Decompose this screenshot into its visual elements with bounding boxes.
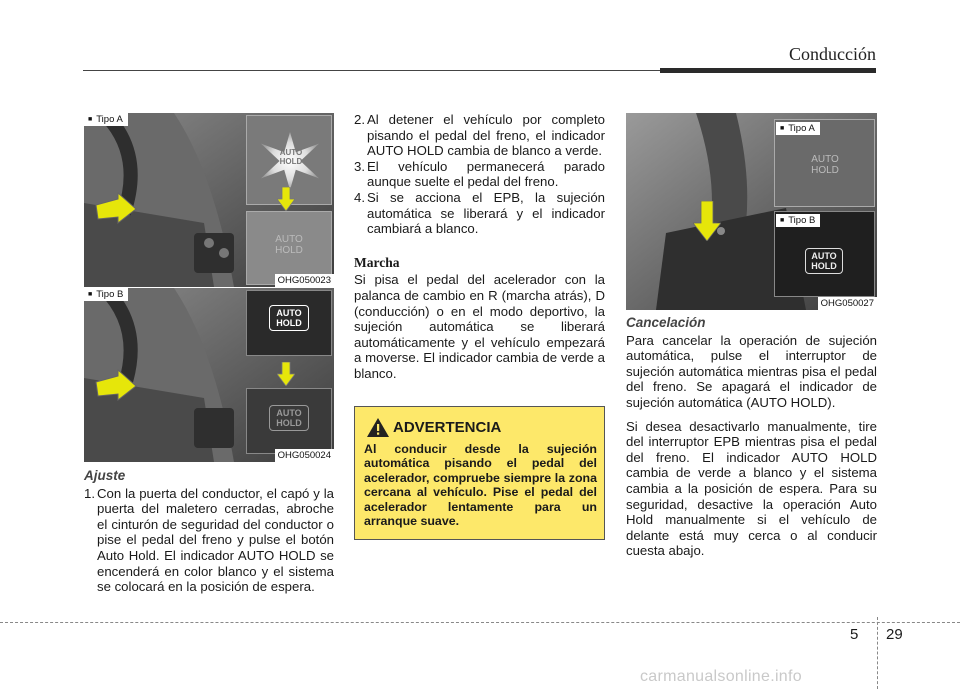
column-2 bbox=[354, 112, 605, 382]
list-text: Si se acciona el EPB, la sujeción automática se liberará y el indicador cambiará a blanco. bbox=[367, 189, 605, 237]
figure-console-photo bbox=[626, 113, 877, 310]
figure-type-a-photo bbox=[84, 113, 334, 287]
auto-hold-badge-off: AUTO HOLD bbox=[269, 405, 309, 431]
paragraph-cancel-1: Para cancelar la operación de sujeción automática, pulse el interruptor de sujeción automática mientras pisa el pedal del freno. Se apagará el indicador de sujeción automática (AUTO HOLD). bbox=[626, 332, 877, 410]
header-rule bbox=[83, 70, 660, 71]
footer-rule bbox=[0, 622, 960, 623]
list-text: El vehículo permanecerá parado aunque suelte el pedal del freno. bbox=[367, 158, 605, 190]
warning-title: ADVERTENCIA bbox=[393, 419, 502, 436]
list-item bbox=[354, 112, 605, 159]
list-text: Al detener el vehículo por completo pisando el pedal del freno, el indicador AUTO HOLD cambia de blanco a verde. bbox=[367, 112, 605, 159]
list-item bbox=[354, 159, 605, 190]
watermark: carmanualsonline.info bbox=[640, 668, 802, 685]
list-item bbox=[354, 190, 605, 237]
auto-hold-badge-off: AUTO HOLD bbox=[811, 154, 839, 176]
column-1 bbox=[84, 468, 334, 595]
list-text: Con la puerta del conductor, el capó y la puerta del maletero cerradas, abroche el cinturón de seguridad del conductor o pise el pedal del freno y pulse el botón Auto Hold. El indicador AUTO HOLD se encenderá en color blanco y el sistema se colocará en la posición de espera. bbox=[97, 485, 334, 595]
list-item bbox=[84, 486, 334, 595]
type-a-tag: ■ Tipo A bbox=[84, 113, 128, 126]
page-number: 29 bbox=[886, 626, 903, 643]
down-arrow-icon bbox=[277, 362, 295, 386]
page-divider bbox=[877, 617, 878, 689]
warning-box bbox=[354, 406, 605, 540]
down-arrow-icon bbox=[693, 201, 721, 241]
type-b-tag: ■ Tipo B bbox=[776, 214, 820, 227]
figure-code: OHG050023 bbox=[275, 274, 334, 287]
paragraph-cancel-2: Si desea desactivarlo manualmente, tire del interruptor EPB mientras pisa el pedal del freno. El indicador AUTO HOLD cambia de verde a blanco y el sistema cambia a la posición de espera. Para su seguridad, desactive la operación Auto Hold manualmente si el vehículo de delante está muy cerca o al conducir cuesta abajo. bbox=[626, 418, 877, 559]
figure-type-b-photo bbox=[84, 288, 334, 462]
header-rule-accent bbox=[660, 68, 876, 73]
warning-body: Al conducir desde la sujeción automática pisando el pedal del acelerador, compruebe siempre la zona cercana al vehículo. Pise el pedal del acelerador lentamente para un arranque suave. bbox=[364, 442, 597, 529]
type-b-tag: ■ Tipo B bbox=[84, 288, 128, 301]
warning-icon bbox=[367, 418, 389, 437]
figure-code: OHG050027 bbox=[818, 297, 877, 310]
list-number: 4. bbox=[354, 189, 365, 205]
auto-hold-badge-lit: AUTO HOLD bbox=[269, 305, 309, 331]
subheading-marcha: Marcha bbox=[354, 254, 400, 270]
type-a-tag: ■ Tipo A bbox=[776, 122, 820, 135]
subheading-ajuste: Ajuste bbox=[84, 468, 126, 483]
auto-hold-badge-off: AUTO HOLD bbox=[275, 234, 303, 256]
paragraph-marcha: Si pisa el pedal del acelerador con la palanca de cambio en R (marcha atrás), D (conducción) o en el modo deportivo, la sujeción automática se liberará automáticamente y el vehículo empezará a moverse. El indicador cambia de verde a blanco. bbox=[354, 272, 605, 381]
figure-code: OHG050024 bbox=[275, 449, 334, 462]
column-3 bbox=[626, 315, 877, 559]
down-arrow-icon bbox=[277, 187, 295, 211]
list-number: 1. bbox=[84, 485, 95, 501]
section-number: 5 bbox=[850, 626, 859, 643]
auto-hold-badge-lit: AUTO HOLD bbox=[279, 148, 303, 166]
list-number: 2. bbox=[354, 112, 365, 127]
list-number: 3. bbox=[354, 158, 365, 174]
auto-hold-badge-lit: AUTO HOLD bbox=[805, 248, 843, 274]
subheading-cancelacion: Cancelación bbox=[626, 315, 706, 330]
section-title: Conducción bbox=[789, 44, 876, 64]
